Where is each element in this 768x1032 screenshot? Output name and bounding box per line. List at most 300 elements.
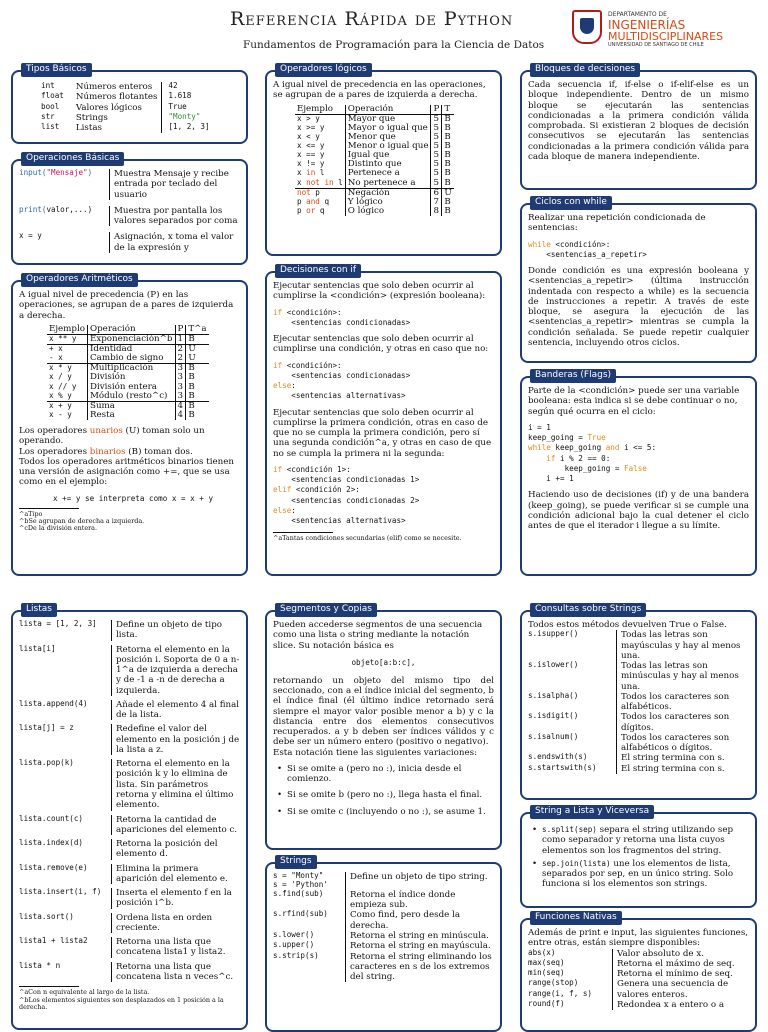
section-title: Bloques de decisiones xyxy=(530,63,640,77)
list-item xyxy=(19,864,240,885)
column-header: Operación xyxy=(88,325,176,335)
op-precedence: 5 xyxy=(431,179,442,189)
op-type: B xyxy=(442,142,454,151)
list-item xyxy=(528,661,749,692)
op-name: División entera xyxy=(88,383,176,392)
keyword: or xyxy=(306,205,316,215)
method-desc: valores enteros. xyxy=(612,990,749,1000)
op-code xyxy=(19,169,109,200)
op-type: U xyxy=(442,188,454,198)
method-desc: Todos los caracteres son alfabéticos o dígitos. xyxy=(616,733,749,754)
list-item xyxy=(528,1000,749,1010)
code-part: valor,...) xyxy=(46,204,93,214)
op-example: x <= y xyxy=(297,141,325,151)
op-name: Resta xyxy=(88,411,176,420)
op-code xyxy=(19,232,109,253)
list-item xyxy=(528,733,749,754)
table-header xyxy=(295,105,454,115)
nativas-list xyxy=(528,949,749,1011)
op-name: División xyxy=(88,373,176,382)
listas-footnotes xyxy=(19,989,240,1011)
code-part: ) xyxy=(87,168,93,177)
footnote: ^aCon n equivalente al largo de la lista. xyxy=(19,988,150,997)
code-line: elif <condición 2>: xyxy=(273,485,360,495)
keyword: False xyxy=(624,463,647,473)
list-item xyxy=(528,859,749,890)
method-code: range(i, f, s) xyxy=(528,988,593,998)
code-line: keep_going = False xyxy=(528,463,647,473)
op-type: B xyxy=(186,364,209,374)
keyword: elif xyxy=(273,485,292,495)
method-desc: Retorna el máximo de seq. xyxy=(612,959,749,969)
section-title: Listas xyxy=(21,603,57,617)
code-line: <sentencias alternativas> xyxy=(273,391,406,401)
op-example: x >= y xyxy=(297,122,325,132)
op-name: Menor o igual que xyxy=(345,142,431,151)
banderas-code xyxy=(528,423,749,485)
list-item xyxy=(19,888,240,909)
method-desc: El string termina con s. xyxy=(616,753,749,763)
ciclos-code xyxy=(528,240,749,261)
decis-p1: Ejecutar sentencias que solo deben ocurrir al cumplirse la <condición> (expresión booleana): xyxy=(273,281,486,302)
op-name: Mayor o igual que xyxy=(345,124,431,133)
code-part: "Mensaje" xyxy=(46,168,88,177)
op-precedence: 7 xyxy=(431,198,442,207)
op-desc: Muestra Mensaje y recibe entrada por teclado del usuario xyxy=(109,169,240,200)
keyword: else xyxy=(273,505,292,515)
op-precedence: 5 xyxy=(431,114,442,124)
op-type: B xyxy=(442,114,454,124)
op-example: not p xyxy=(295,188,345,198)
list-item xyxy=(19,700,240,721)
operaciones-list xyxy=(19,169,240,253)
table-row xyxy=(295,179,454,189)
method-desc: Ordena lista en orden creciente. xyxy=(111,913,240,934)
decis-p2: Ejecutar sentencias que solo deben ocurrir al cumplirse una condición, y otras en caso que no: xyxy=(273,334,489,355)
code-line: if <condición>: xyxy=(273,360,342,370)
list-item xyxy=(273,890,494,911)
op-name: No pertenece a xyxy=(345,179,431,189)
keyword: if xyxy=(273,360,283,370)
method-code: lista[j] = z xyxy=(19,723,74,733)
code-part: input( xyxy=(19,168,47,177)
op-type: B xyxy=(442,133,454,142)
method-desc: une los elementos de lista, separados por sep, en un único string. Solo funciona si los elementos son strings. xyxy=(542,858,734,890)
op-name: Distinto que xyxy=(345,160,431,169)
listas-list xyxy=(19,620,240,982)
op-name: Y lógico xyxy=(345,198,431,207)
method-desc: Todos los caracteres son alfabéticos. xyxy=(616,692,749,713)
op-precedence: 4 xyxy=(175,401,186,411)
type-desc: Valores lógicos xyxy=(74,103,162,113)
op-example: x not in l xyxy=(297,177,343,187)
code-line: <sentencias condicionadas 2> xyxy=(273,495,420,505)
op-type: B xyxy=(186,392,209,402)
footnote: ^cDe la división entera. xyxy=(19,524,98,533)
table-header xyxy=(47,325,209,335)
method-code: lista.count(c) xyxy=(19,813,84,823)
method-desc: Redondea x a entero o a xyxy=(612,1000,749,1010)
method-desc: Inserta el elemento f en la posición i^b. xyxy=(111,888,240,909)
decis-code-3 xyxy=(273,465,494,527)
list-item xyxy=(19,913,240,934)
method-desc: Elimina la primera aparición del elemento e. xyxy=(111,864,240,885)
type-desc: Listas xyxy=(74,123,162,133)
consultas-list xyxy=(528,630,749,774)
list-item xyxy=(528,712,749,733)
list-item xyxy=(273,910,494,931)
method-code: lista.append(4) xyxy=(19,698,88,708)
strings-list xyxy=(273,872,494,982)
bloques-text: Cada secuencia if, if-else o if-elif-else es un bloque independiente. Dentro de un mismo bloque se ejecutarán las sentencias condicionadas a la primera condición válida comprobada. Si existieran 2 bloques de decisión consecutivos se ejecutarán las sentencias condicionadas a la primera condición válida para cada bloque de manera independiente. xyxy=(528,80,749,162)
type-example: "Monty" xyxy=(168,111,201,121)
code-line: <sentencias condicionadas> xyxy=(273,317,411,327)
method-code: lista[i] xyxy=(19,643,56,653)
list-item xyxy=(19,620,240,641)
method-code: s.rfind(sub) xyxy=(273,909,328,919)
section-title: Banderas (Flags) xyxy=(530,369,616,383)
op-example: + x xyxy=(47,345,88,355)
list-item: • Si se omite b (pero no :), llega hasta el final. xyxy=(273,790,494,800)
method-code: s.find(sub) xyxy=(273,888,324,898)
op-type: B xyxy=(442,151,454,160)
op-example: x // y xyxy=(49,381,77,391)
column-header: Ejemplo xyxy=(297,103,333,114)
section-title: Segmentos y Copias xyxy=(275,603,377,617)
section-title: Operaciones Básicas xyxy=(21,152,124,166)
keyword: if xyxy=(546,453,556,463)
method-code: round(f) xyxy=(528,998,565,1008)
method-code: max(seq) xyxy=(528,957,565,967)
method-desc: Genera una secuencia de xyxy=(612,979,749,989)
code-line: <sentencias condicionadas 1> xyxy=(273,475,420,485)
op-desc: Muestra por pantalla los valores separados por coma xyxy=(109,206,240,227)
banderas-p1: Parte de la <condición> puede ser una variable booleana: esta indica si se debe continuar o no, según qué ocurra en el ciclo: xyxy=(528,386,740,417)
method-code: lista.index(d) xyxy=(19,838,84,848)
method-code: s = "Monty" s = 'Python' xyxy=(273,871,328,889)
method-desc: Retorna el string en mayúscula. xyxy=(345,941,494,951)
op-name: Exponenciación^b xyxy=(88,334,176,344)
type-example: 1.618 xyxy=(168,91,192,101)
table-row xyxy=(39,123,212,133)
code-line: else: xyxy=(273,381,296,391)
keyword: not xyxy=(297,187,311,197)
op-example: x / y xyxy=(49,372,72,382)
segmentos-list xyxy=(273,764,494,817)
op-precedence: 2 xyxy=(175,354,186,364)
strings-box xyxy=(265,856,502,1032)
arit-p2: Los operadores binarios (B) toman dos. xyxy=(19,446,193,457)
code-line: keep_going = True xyxy=(528,433,606,443)
method-code: s.startswith(s) xyxy=(528,762,597,772)
op-type: U xyxy=(186,345,209,355)
op-example: - x xyxy=(49,353,63,363)
type-example: [1, 2, 3] xyxy=(168,122,210,132)
list-item xyxy=(273,952,494,983)
code-line: i = 1 xyxy=(528,422,551,432)
table-row xyxy=(39,92,212,102)
type-example: 42 xyxy=(168,81,178,90)
method-code: s.lower() xyxy=(273,929,315,939)
op-precedence: 6 xyxy=(431,188,442,198)
ciclos-p2: Donde condición es una expresión booleana y <sentencias_a_repetir> (última instrucción indentada con respecto a while) es la secuencia de instrucciones a repetir. A través de este bloque, se asegura la ejecución de las <sentencias_a_repetir> mientras se cumpla la condición señalada. Se puede repetir cualquier sentencia, incluyendo otros ciclos. xyxy=(528,266,749,348)
op-type: B xyxy=(186,401,209,411)
method-code: lista.remove(e) xyxy=(19,862,88,872)
op-type: B xyxy=(186,383,209,392)
code-part: x = y xyxy=(19,231,42,241)
tipos-table xyxy=(39,82,212,133)
consultas-intro: Todos estos métodos devuelven True o False. xyxy=(528,620,727,630)
column-header: Operación xyxy=(345,105,431,115)
op-precedence: 5 xyxy=(431,169,442,178)
method-desc: Como find, pero desde la derecha. xyxy=(345,910,494,931)
decis-code-1 xyxy=(273,308,494,329)
op-precedence: 1 xyxy=(175,334,186,344)
op-name: Suma xyxy=(88,401,176,411)
section-title: Funciones Nativas xyxy=(530,911,622,925)
keyword: while xyxy=(528,239,551,249)
op-precedence: 3 xyxy=(175,373,186,382)
table-row xyxy=(47,411,209,420)
method-code: s.isalpha() xyxy=(528,690,579,700)
method-desc: Define un objeto de tipo string. xyxy=(345,872,494,890)
list-item xyxy=(273,872,494,890)
op-precedence: 5 xyxy=(431,160,442,169)
list-item xyxy=(528,630,749,661)
method-desc: Añade el elemento 4 al final de la lista. xyxy=(111,700,240,721)
operadores-aritmeticos-box xyxy=(11,274,248,576)
segmentos-p3: Esta notación tiene las siguientes variaciones: xyxy=(273,747,477,758)
op-precedence: 5 xyxy=(431,133,442,142)
method-code: s.upper() xyxy=(273,940,315,950)
method-desc: Redefine el valor del elemento en la posición j de la lista a z. xyxy=(111,724,240,755)
op-name: Negación xyxy=(345,188,431,198)
method-desc: Todas las letras son minúsculas y hay al menos una. xyxy=(616,661,749,692)
op-example: x % y xyxy=(49,390,72,400)
method-code: min(seq) xyxy=(528,968,565,978)
page-title: Referencia Rápida de Python xyxy=(230,8,514,30)
arit-example: x += y se interpreta como x = x + y xyxy=(53,493,214,503)
op-example: p or q xyxy=(297,205,325,215)
method-code: lista * n xyxy=(19,960,61,970)
method-desc: Retorna una lista que concatena lista n veces^c. xyxy=(111,962,240,983)
table-row xyxy=(47,392,209,402)
logic-intro: A igual nivel de precedencia en las operaciones, se agrupan de a pares de izquierda a derecha. xyxy=(273,80,486,101)
code-line: i += 1 xyxy=(528,474,574,484)
list-item: • Si se omite a (pero no :), inicia desde el comienzo. xyxy=(273,764,494,785)
code-line: <sentencias_a_repetir> xyxy=(528,249,647,259)
op-name: Igual que xyxy=(345,151,431,160)
ciclos-box xyxy=(520,197,757,363)
method-code: lista.pop(k) xyxy=(19,758,74,768)
method-code: s.isdigit() xyxy=(528,711,579,721)
ciclos-p1: Realizar una repetición condicionada de sentencias: xyxy=(528,213,706,234)
list-item xyxy=(19,839,240,860)
list-item xyxy=(19,962,240,983)
column-header: Ejemplo xyxy=(49,323,85,334)
code-part: print( xyxy=(19,204,47,214)
type-desc: Números enteros xyxy=(74,82,162,92)
banderas-box xyxy=(520,370,757,576)
list-item xyxy=(19,937,240,958)
op-name: Menor que xyxy=(345,133,431,142)
code-line: while <condición>: xyxy=(528,239,611,249)
method-code: sep.join(lista) xyxy=(542,858,611,868)
type-name: bool xyxy=(41,101,60,111)
operadores-logicos-box xyxy=(265,64,502,256)
code-line: if <condición>: xyxy=(273,307,342,317)
op-name: Pertenece a xyxy=(345,169,431,178)
segmentos-p1: Pueden accederse segmentos de una secuencia como una lista o string mediante la notación slice. Su notación básica es xyxy=(273,620,483,651)
method-code: s.strip(s) xyxy=(273,950,319,960)
op-example: x ** y xyxy=(47,334,88,344)
op-example: x + y xyxy=(47,401,88,411)
method-desc: separa el string utilizando sep como separador y retorna una lista cuyos elementos son los fragmentos del string. xyxy=(542,825,734,856)
section-title: Tipos Básicos xyxy=(21,63,92,77)
type-example: True xyxy=(168,101,187,111)
consultas-box xyxy=(520,604,757,800)
method-desc: Retorna la cantidad de apariciones del elemento c. xyxy=(111,815,240,836)
code-line: while keep_going and i <= 5: xyxy=(528,443,657,453)
list-item xyxy=(528,764,749,774)
op-name: Multiplicación xyxy=(88,364,176,374)
keyword: and xyxy=(306,196,320,206)
method-code: lista.insert(i, f) xyxy=(19,887,102,897)
code-line: <sentencias alternativas> xyxy=(273,516,406,526)
op-precedence: 5 xyxy=(431,151,442,160)
op-precedence: 2 xyxy=(175,345,186,355)
op-type: B xyxy=(442,124,454,133)
arit-p1: Los operadores unarios (U) toman solo un operando. xyxy=(19,426,205,447)
column-header: P xyxy=(431,105,442,115)
keyword: True xyxy=(587,433,606,443)
bloques-box xyxy=(520,64,757,190)
op-desc: Asignación, x toma el valor de la expresión y xyxy=(109,232,240,253)
method-desc: Todas las letras son mayúsculas y hay al menos una. xyxy=(616,630,749,661)
op-type: B xyxy=(442,160,454,169)
op-type: B xyxy=(186,373,209,382)
footnote: ^bLos elementos siguientes son desplazados en 1 posición a la derecha. xyxy=(19,995,224,1011)
page-subtitle: Fundamentos de Programación para la Ciencia de Datos xyxy=(243,39,545,51)
op-example: x * y xyxy=(47,364,88,374)
section-title: Operadores lógicos xyxy=(275,63,372,77)
list-item xyxy=(19,645,240,696)
method-desc: Retorna el string en minúscula. xyxy=(345,931,494,941)
op-type: B xyxy=(442,207,454,216)
op-example: x - y xyxy=(49,409,72,419)
op-example: x == y xyxy=(297,150,325,160)
op-example: x > y xyxy=(295,114,345,124)
footnote: ^aTipo xyxy=(19,509,43,518)
op-type: B xyxy=(442,179,454,189)
strlista-list xyxy=(528,825,749,890)
method-desc: Todos los caracteres son dígitos. xyxy=(616,712,749,733)
op-precedence: 5 xyxy=(431,142,442,151)
op-example: x < y xyxy=(297,131,320,141)
method-code: range(stop) xyxy=(528,978,579,988)
type-name: list xyxy=(41,122,60,132)
list-item xyxy=(528,692,749,713)
method-code: s.endswith(s) xyxy=(528,752,588,762)
university-seal-icon xyxy=(572,10,602,44)
listas-box xyxy=(11,604,248,1030)
banderas-p2: Haciendo uso de decisiones (if) y de una bandera (keep_going), se puede verificar si se cumple una condición adicional bajo la cual detener el ciclo antes de que el iterador i llegue a su límite. xyxy=(528,490,749,532)
method-desc: Retorna el elemento en la posición i. Soporta de 0 a n-1^a de izquierda a derecha y de -1 a -n de derecha a izquierda. xyxy=(111,645,240,696)
method-code: lista1 + lista2 xyxy=(19,936,88,946)
op-precedence: 3 xyxy=(175,383,186,392)
keyword: not in xyxy=(306,177,334,187)
keyword: and xyxy=(605,443,620,453)
column-header: P xyxy=(175,325,186,335)
op-name: O lógico xyxy=(345,207,431,216)
list-item xyxy=(19,724,240,755)
arit-table xyxy=(47,325,209,420)
op-type: B xyxy=(442,198,454,207)
method-desc: Retorna el string eliminando los caracteres en s de los extremos del string. xyxy=(345,952,494,983)
op-precedence: 5 xyxy=(431,124,442,133)
method-code: lista = [1, 2, 3] xyxy=(19,619,97,628)
list-item: • Si se omite c (incluyendo o no :), se asume 1. xyxy=(273,807,494,817)
nativas-intro: Además de print e input, las siguientes funciones, entre otras, están siempre disponibles: xyxy=(528,928,749,949)
table-row xyxy=(47,334,209,344)
type-desc: Números flotantes xyxy=(74,92,162,102)
section-title: Ciclos con while xyxy=(530,196,612,210)
op-precedence: 3 xyxy=(175,364,186,374)
column-header: T^a xyxy=(186,325,209,335)
type-name: float xyxy=(41,91,64,101)
section-title: String a Lista y Viceversa xyxy=(530,805,654,819)
tipos-basicos-box xyxy=(11,64,248,144)
op-type: U xyxy=(186,354,209,364)
section-title: Consultas sobre Strings xyxy=(530,603,646,617)
table-row xyxy=(295,207,454,216)
list-item xyxy=(528,825,749,856)
operaciones-basicas-box xyxy=(11,153,248,265)
op-name: Mayor que xyxy=(345,114,431,124)
list-item xyxy=(19,206,240,227)
type-name: int xyxy=(41,81,55,90)
decisiones-box xyxy=(265,265,502,576)
op-type: B xyxy=(442,169,454,178)
keyword: while xyxy=(528,443,551,453)
method-desc: Valor absoluto de x. xyxy=(612,949,749,959)
op-name: Módulo (resto^c) xyxy=(88,392,176,402)
segmentos-p2: retornando un objeto del mismo tipo del seccionado, con a el índice inicial del segmento, b el índice final (él último índice retornado será siempre el mayor valor posible menor a b) y c la distancia entre dos elementos consecutivos recuperados. a y b deben ser índices válidos y c debe ser un número entero (positivo o negativo). xyxy=(273,675,494,748)
segmentos-expr: objeto[a:b:c], xyxy=(351,657,416,667)
op-code xyxy=(19,206,109,227)
method-code: s.islower() xyxy=(528,660,579,670)
method-desc: Retorna una lista que concatena lista1 y lista2. xyxy=(111,937,240,958)
list-item xyxy=(19,759,240,810)
op-precedence: 4 xyxy=(175,411,186,420)
code-line: else: xyxy=(273,505,296,515)
column-header: T xyxy=(442,105,454,115)
section-title: Decisiones con if xyxy=(275,264,361,278)
method-code: abs(x) xyxy=(528,947,556,957)
list-item xyxy=(19,169,240,200)
op-example: x in l xyxy=(297,168,325,178)
list-item xyxy=(19,232,240,253)
keyword: if xyxy=(273,307,283,317)
method-desc: Define un objeto de tipo lista. xyxy=(111,620,240,641)
op-type: B xyxy=(186,411,209,420)
decis-p3: Ejecutar sentencias que solo deben ocurrir al cumplirse la primera condición, otras en caso de que no se cumpla la primera condición, pero sí una segunda condición^a, y otras en caso de que no se cumpla la primera ni la segunda: xyxy=(273,407,492,459)
method-desc: Retorna el elemento en la posición k y lo elimina de lista. Sin parámetros retorna y elimina el último elemento. xyxy=(111,759,240,810)
decis-code-2 xyxy=(273,361,494,402)
keyword: else xyxy=(273,381,292,391)
section-title: Strings xyxy=(275,855,317,869)
op-example: p and q xyxy=(297,196,330,206)
